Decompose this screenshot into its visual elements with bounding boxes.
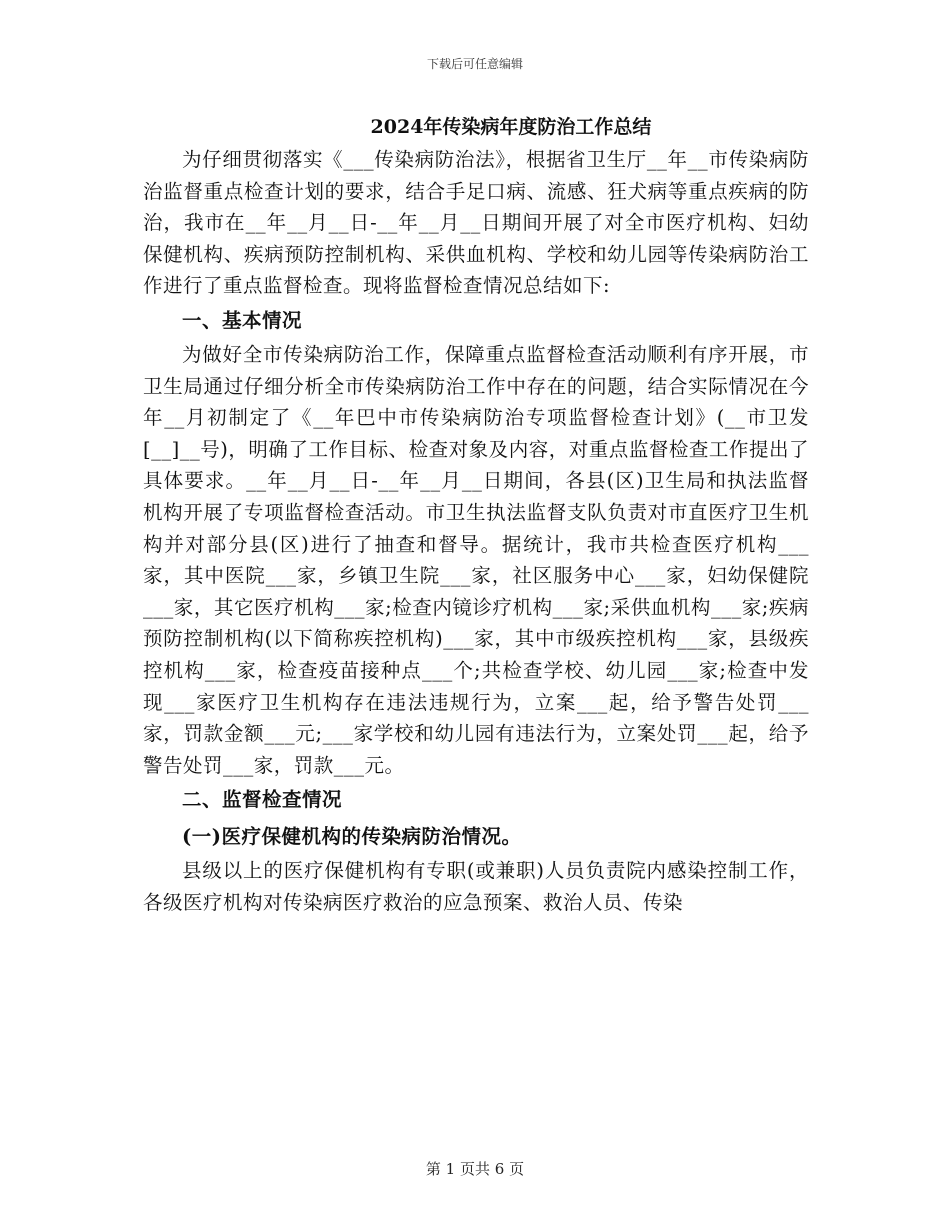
- subsection-heading-medical: (一)医疗保健机构的传染病防治情况。: [182, 825, 522, 849]
- basic-situation-paragraph: 为做好全市传染病防治工作，保障重点监督检查活动顺利有序开展，市卫生局通过仔细分析全市传染病防治工作中存在的问题，结合实际情况在今年__月初制定了《__年巴中市传染病防治专项监督检查计划》(__市卫发[__]__号)，明确了工作目标、检查对象及内容，对重点监督检查工作提出了具体要求。__年__月__日-__年__月__日期间，各县(区)卫生局和执法监督机构开展了专项监督检查活动。市卫生执法监督支队负责对市直医疗卫生机构并对部分县(区)进行了抽查和督导。据统计，我市共检查医疗机构___家，其中医院___家，乡镇卫生院___家，社区服务中心___家，妇幼保健院___家，其它医疗机构___家;检查内镜诊疗机构___家;采供血机构___家;疾病预防控制机构(以下简称疾控机构)___家，其中市级疾控机构___家，县级疾控机构___家，检查疫苗接种点___个;共检查学校、幼儿园___家;检查中发现___家医疗卫生机构存在违法违规行为，立案___起，给予警告处罚___家，罚款金额___元;___家学校和幼儿园有违法行为，立案处罚___起，给予警告处罚___家，罚款___元。: [143, 342, 809, 777]
- section-heading-basic: 一、基本情况: [182, 308, 303, 332]
- page-footer: 第 1 页共 6 页: [425, 1160, 525, 1178]
- document-title: 2024年传染病年度防治工作总结: [370, 116, 652, 138]
- section-heading-inspection: 二、监督检查情况: [182, 788, 343, 812]
- medical-paragraph: 县级以上的医疗保健机构有专职(或兼职)人员负责院内感染控制工作，各级医疗机构对传染病医疗救治的应急预案、救治人员、传染: [143, 859, 809, 914]
- document-body: [143, 112, 809, 918]
- intro-paragraph: 为仔细贯彻落实《___传染病防治法》，根据省卫生厅__年__市传染病防治监督重点检查计划的要求，结合手足口病、流感、狂犬病等重点疾病的防治，我市在__年__月__日-__年__月__日期间开展了对全市医疗机构、妇幼保健机构、疾病预防控制机构、采供血机构、学校和幼儿园等传染病防治工作进行了重点监督检查。现将监督检查情况总结如下:: [143, 148, 809, 298]
- page-header: 下载后可任意编辑: [426, 57, 523, 71]
